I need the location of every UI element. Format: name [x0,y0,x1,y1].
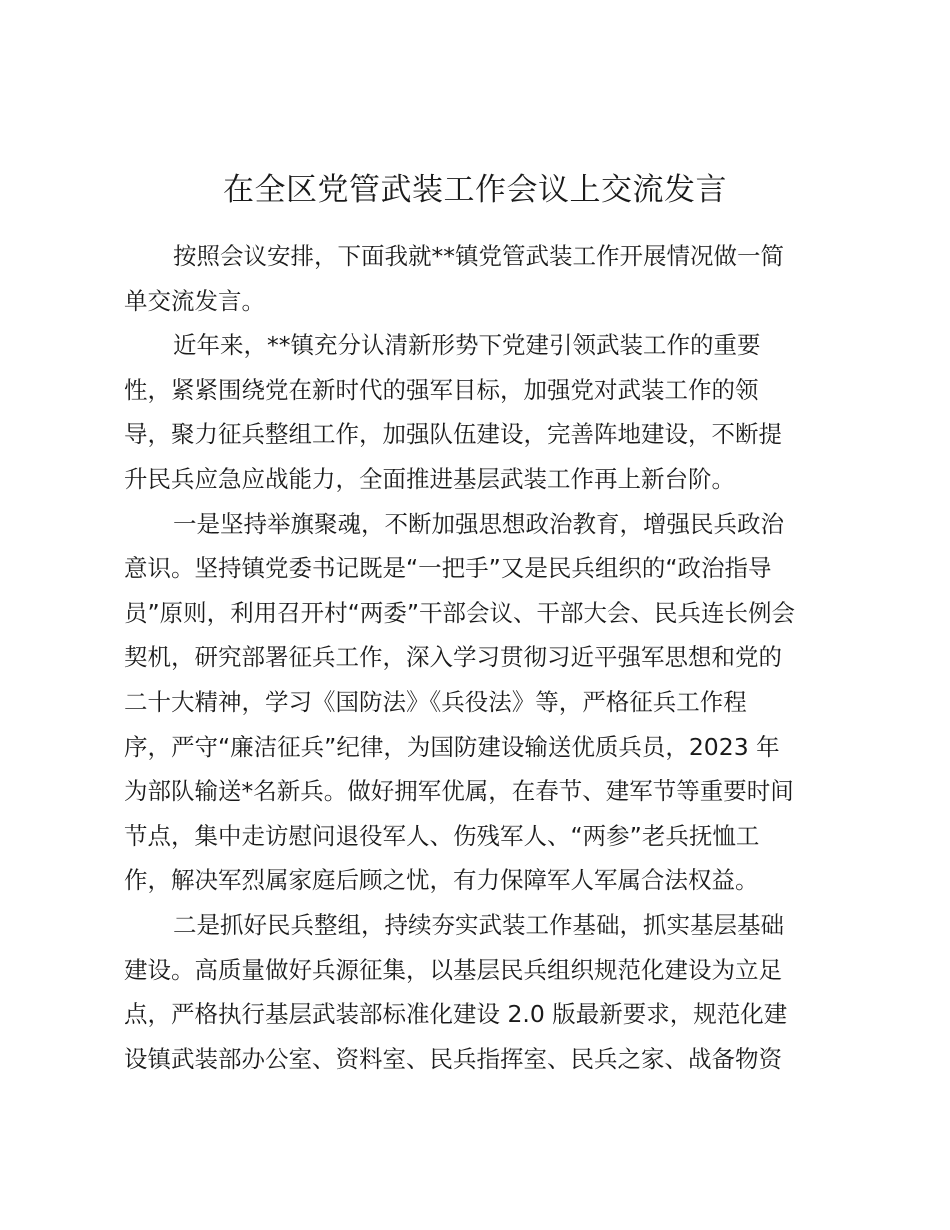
body-line: 设镇武装部办公室、资料室、民兵指挥室、民兵之家、战备物资 [124,1044,782,1073]
body-line: 作，解决军烈属家庭后顾之忧，有力保障军人军属合法权益。 [124,866,759,895]
body-line: 为部队输送*名新兵。做好拥军优属，在春节、建军节等重要时间 [124,777,794,806]
body-line: 节点，集中走访慰问退役军人、伤残军人、“两参”老兵抚恤工 [124,821,760,850]
body-line: 序，严守“廉洁征兵”纪律，为国防建设输送优质兵员，2023 年 [124,732,780,761]
body-line: 性，紧紧围绕党在新时代的强军目标，加强党对武装工作的领 [124,375,759,404]
body-line: 二十大精神，学习《国防法》《兵役法》等，严格征兵工作程 [124,687,747,716]
body-line: 点，严格执行基层武装部标准化建设 2.0 版最新要求，规范化建 [124,1000,788,1029]
body-line: 员”原则，利用召开村“两委”干部会议、干部大会、民兵连长例会 [124,598,796,627]
body-line: 意识。坚持镇党委书记既是“一把手”又是民兵组织的“政治指导 [124,554,772,583]
body-line: 导，聚力征兵整组工作，加强队伍建设，完善阵地建设，不断提 [124,420,782,449]
body-line: 单交流发言。 [124,286,265,315]
body-line: 近年来，**镇充分认清新形势下党建引领武装工作的重要 [173,331,761,360]
document-title: 在全区党管武装工作会议上交流发言 [223,172,727,208]
body-line: 二是抓好民兵整组，持续夯实武装工作基础，抓实基层基础 [173,910,784,939]
document-body [124,234,844,1081]
body-line: 建设。高质量做好兵源征集，以基层民兵组织规范化建设为立足 [124,955,782,984]
body-line: 按照会议安排，下面我就**镇党管武装工作开展情况做一简 [173,242,784,270]
body-line: 一是坚持举旗聚魂，不断加强思想政治教育，增强民兵政治 [173,509,784,538]
body-line: 升民兵应急应战能力，全面推进基层武装工作再上新台阶。 [124,464,735,493]
body-line: 契机，研究部署征兵工作，深入学习贯彻习近平强军思想和党的 [124,643,782,672]
